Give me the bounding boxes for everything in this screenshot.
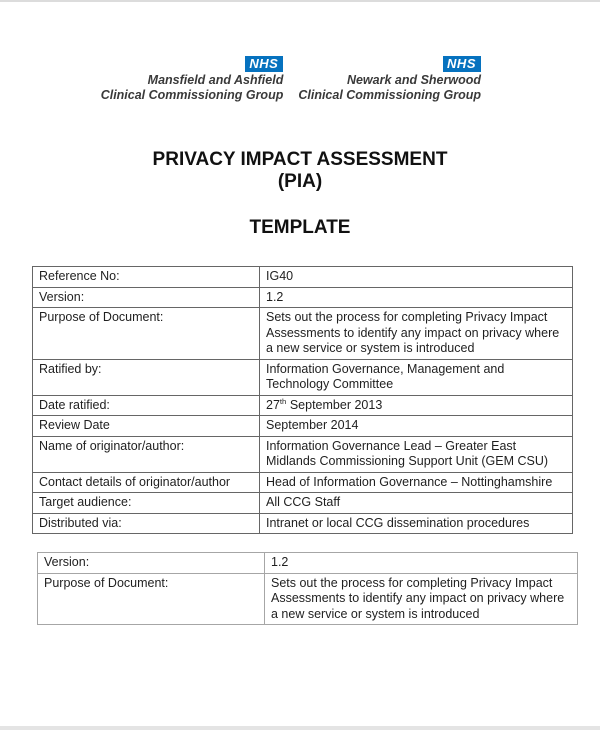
row-label: Date ratified: — [33, 395, 260, 416]
table-row — [33, 513, 573, 534]
row-label: Version: — [38, 553, 265, 574]
row-value: September 2014 — [260, 416, 573, 437]
title-line-1: PRIVACY IMPACT ASSESSMENT — [152, 149, 448, 170]
version-summary-table — [37, 552, 578, 625]
row-value: 1.2 — [260, 287, 573, 308]
row-value: IG40 — [260, 267, 573, 288]
table-row — [33, 267, 573, 288]
row-value: 27th September 2013 — [260, 395, 573, 416]
table-row — [33, 395, 573, 416]
header-logos — [0, 55, 481, 102]
title-line-2: (PIA) — [277, 171, 323, 192]
table-row — [33, 308, 573, 360]
table-row — [33, 493, 573, 514]
document-title — [0, 149, 600, 239]
row-label: Ratified by: — [33, 359, 260, 395]
table-row — [33, 416, 573, 437]
logo-mansfield-and-ashfield-ccg — [101, 55, 284, 102]
title-line-3: TEMPLATE — [249, 217, 351, 238]
table-row — [33, 287, 573, 308]
row-label: Review Date — [33, 416, 260, 437]
nhs-icon: NHS — [443, 56, 481, 72]
table-row — [33, 472, 573, 493]
org-name-line: Mansfield and Ashfield — [147, 73, 284, 87]
row-label: Purpose of Document: — [38, 573, 265, 625]
row-label: Contact details of originator/author — [33, 472, 260, 493]
org-name-line: Clinical Commissioning Group — [100, 87, 284, 102]
table-row — [33, 359, 573, 395]
row-value: 1.2 — [265, 553, 578, 574]
row-label: Distributed via: — [33, 513, 260, 534]
row-label: Purpose of Document: — [33, 308, 260, 360]
row-label: Target audience: — [33, 493, 260, 514]
row-label: Version: — [33, 287, 260, 308]
org-name-line: Clinical Commissioning Group — [298, 87, 481, 102]
nhs-icon: NHS — [245, 56, 283, 72]
row-value: Information Governance, Management and Technology Committee — [260, 359, 573, 395]
page-top-edge — [0, 0, 600, 2]
row-value: Head of Information Governance – Nottinghamshire — [260, 472, 573, 493]
logo-newark-and-sherwood-ccg — [298, 55, 481, 102]
table-row — [33, 436, 573, 472]
page-bottom-edge — [0, 726, 600, 730]
row-value: Information Governance Lead – Greater East Midlands Commissioning Support Unit (GEM CSU) — [260, 436, 573, 472]
org-name-line: Newark and Sherwood — [346, 73, 481, 87]
row-label: Name of originator/author: — [33, 436, 260, 472]
table-row — [38, 553, 578, 574]
row-value: All CCG Staff — [260, 493, 573, 514]
row-label: Reference No: — [33, 267, 260, 288]
document-info-table — [32, 266, 573, 534]
row-value: Sets out the process for completing Privacy Impact Assessments to identify any impact on privacy where a new service or system is introduced — [260, 308, 573, 360]
row-value: Intranet or local CCG dissemination procedures — [260, 513, 573, 534]
table-row — [38, 573, 578, 625]
row-value: Sets out the process for completing Privacy Impact Assessments to identify any impact on privacy where a new service or system is introduced — [265, 573, 578, 625]
